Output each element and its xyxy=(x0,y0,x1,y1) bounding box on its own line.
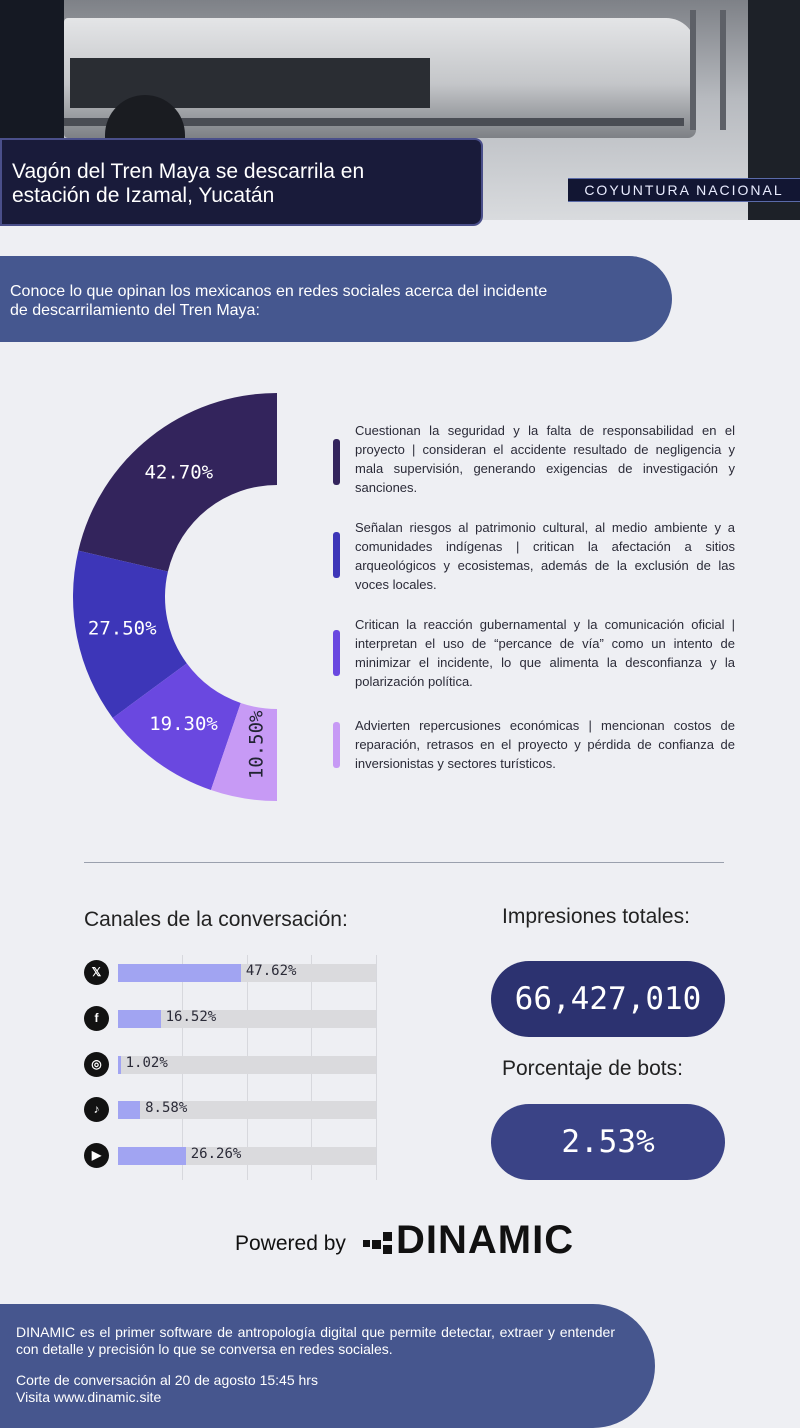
channel-row-x xyxy=(84,960,384,986)
x-logo-icon: 𝕏 xyxy=(84,960,109,985)
facebook-logo-icon: f xyxy=(84,1006,109,1031)
channel-value-label: 26.26% xyxy=(190,1146,242,1162)
channel-bar-fill xyxy=(118,1147,186,1165)
legend-color-bar xyxy=(333,722,340,768)
legend-color-bar xyxy=(333,532,340,578)
legend-color-bar xyxy=(333,630,340,676)
legend-item xyxy=(333,518,735,598)
channel-row-facebook xyxy=(84,1006,384,1032)
channel-value-label: 16.52% xyxy=(165,1009,217,1025)
channel-bar-track xyxy=(118,1010,376,1028)
headline-box xyxy=(0,138,483,226)
bots-label: Porcentaje de bots: xyxy=(502,1057,683,1080)
tiktok-logo-icon: ♪ xyxy=(84,1097,109,1122)
legend-text: Critican la reacción gubernamental y la comunicación oficial | interpretan el uso de “percance de vía” como un intento de minimizar el incidente, lo que alimenta la desconfianza y la polarización política. xyxy=(355,617,735,689)
donut-slice-label: 42.70% xyxy=(144,461,214,484)
impressions-pill: 66,427,010 xyxy=(491,961,725,1037)
catenary-pylon xyxy=(720,10,726,130)
opinion-donut-chart xyxy=(70,385,285,810)
powered-by-text: Powered by xyxy=(235,1232,346,1255)
dinamic-logo: DINAMIC xyxy=(396,1218,575,1262)
legend-text: Advierten repercusiones económicas | mencionan costos de reparación, retrasos en el proyecto y pérdida de confianza de inversionistas y sectores turísticos. xyxy=(355,718,735,771)
legend-text: Señalan riesgos al patrimonio cultural, al medio ambiente y a comunidades indígenas | critican la afectación a sitios arqueológicos y ecosistemas, además de la exclusión de las voces locales. xyxy=(355,520,735,592)
channel-row-youtube xyxy=(84,1143,384,1169)
headline-line-2: estación de Izamal, Yucatán xyxy=(12,184,275,207)
instagram-logo-icon: ◎ xyxy=(84,1052,109,1077)
bots-pill: 2.53% xyxy=(491,1104,725,1180)
channel-value-label: 1.02% xyxy=(125,1055,168,1071)
channel-bar-fill xyxy=(118,1010,161,1028)
channel-row-tiktok xyxy=(84,1097,384,1123)
catenary-pylon xyxy=(690,10,696,130)
legend-item xyxy=(333,615,735,695)
intro-line-1: Conoce lo que opinan los mexicanos en redes sociales acerca del incidente xyxy=(10,283,548,300)
channel-value-label: 8.58% xyxy=(145,1100,188,1116)
footer-banner xyxy=(0,1304,655,1428)
section-divider xyxy=(84,862,724,863)
channel-bar-fill xyxy=(118,1101,140,1119)
channel-bar-fill xyxy=(118,1056,121,1074)
legend-text: Cuestionan la seguridad y la falta de responsabilidad en el proyecto | consideran el accidente resultado de negligencia y mala supervisión, generando exigencias de investigación y sanciones. xyxy=(355,423,735,495)
footer-site-link[interactable]: Visita www.dinamic.site xyxy=(16,1389,162,1405)
donut-slice-label: 19.30% xyxy=(149,712,218,735)
headline-line-1: Vagón del Tren Maya se descarrila en xyxy=(12,160,365,183)
footer-description: DINAMIC es el primer software de antropología digital que permite detectar, extraer y entender con detalle y precisión lo que se conversa en redes sociales. xyxy=(16,1324,615,1357)
channel-bar-track xyxy=(118,1147,376,1165)
intro-banner xyxy=(0,256,672,342)
footer-cutoff: Corte de conversación al 20 de agosto 15:45 hrs xyxy=(16,1372,318,1388)
legend-item xyxy=(333,716,735,776)
section-tag: COYUNTURA NACIONAL xyxy=(568,178,800,202)
donut-slice-label: 10.50% xyxy=(245,710,268,780)
donut-slice-label: 27.50% xyxy=(87,617,157,640)
channel-value-label: 47.62% xyxy=(245,963,297,979)
dinamic-logo-mark-icon xyxy=(363,1225,393,1257)
legend-item xyxy=(333,421,735,501)
channels-heading: Canales de la conversación: xyxy=(84,908,348,931)
channel-bar-fill xyxy=(118,964,241,982)
youtube-logo-icon: ▶ xyxy=(84,1143,109,1168)
channel-row-instagram xyxy=(84,1052,384,1078)
legend-color-bar xyxy=(333,439,340,485)
impressions-label: Impresiones totales: xyxy=(502,905,690,928)
intro-line-2: de descarrilamiento del Tren Maya: xyxy=(10,302,260,319)
